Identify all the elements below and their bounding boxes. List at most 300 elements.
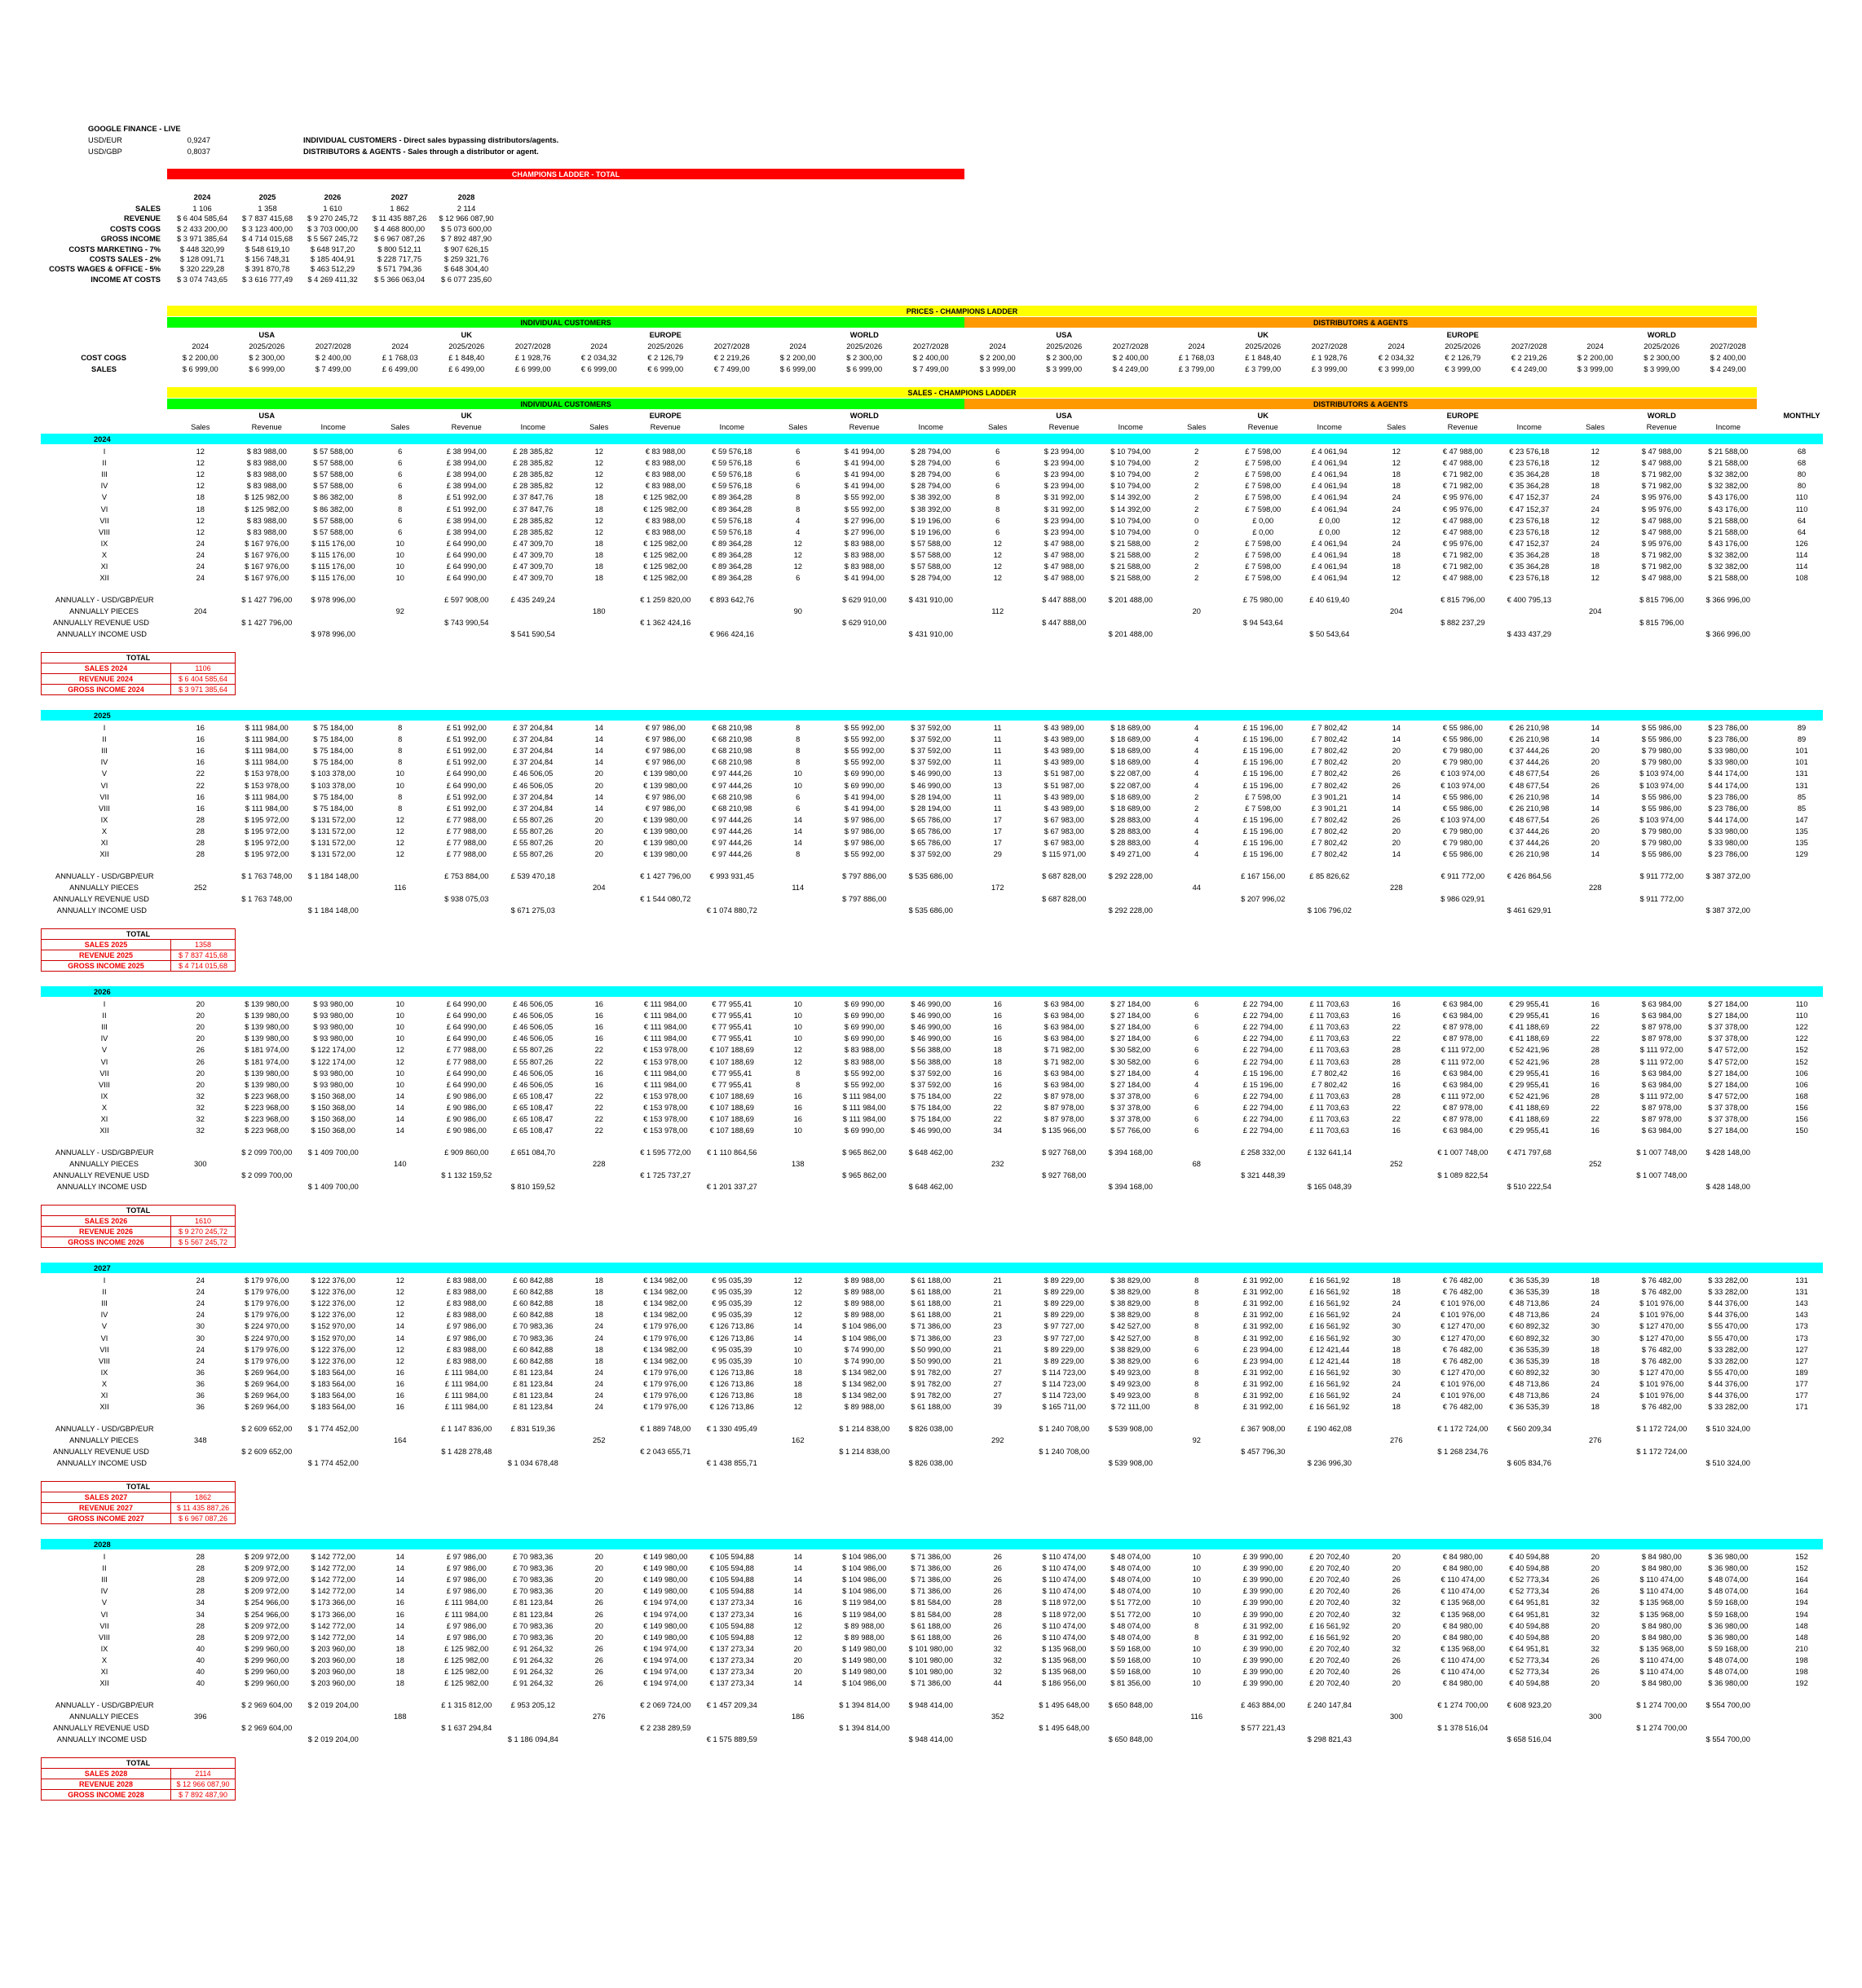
- annual-value: $ 1 774 452,00: [307, 1425, 359, 1433]
- data-cell: € 97 444,26: [712, 815, 752, 824]
- data-cell: 12: [395, 1299, 404, 1308]
- annual-rev-usd: $ 797 886,00: [842, 895, 887, 903]
- data-cell: £ 77 988,00: [446, 815, 487, 824]
- data-cell: £ 7 802,42: [1311, 815, 1348, 824]
- data-cell: $ 209 972,00: [245, 1576, 289, 1585]
- data-cell: £ 64 990,00: [446, 781, 487, 790]
- month-label: VII: [99, 1345, 109, 1354]
- data-cell: $ 101 976,00: [1639, 1299, 1684, 1308]
- data-cell: $ 84 980,00: [1641, 1633, 1682, 1642]
- data-cell: € 77 955,41: [712, 1034, 752, 1043]
- data-cell: £ 65 108,47: [513, 1126, 554, 1135]
- data-cell: 28: [196, 850, 205, 859]
- price-cogs: € 2 034,32: [1378, 354, 1414, 362]
- data-cell: 12: [1392, 447, 1401, 456]
- data-cell: 28: [196, 839, 205, 847]
- monthly-total: 85: [1797, 792, 1807, 801]
- data-cell: 28: [1392, 1091, 1401, 1100]
- data-cell: $ 110 474,00: [1042, 1621, 1087, 1630]
- price-sales: $ 7 499,00: [315, 365, 351, 373]
- data-cell: € 179 976,00: [643, 1368, 688, 1377]
- monthly-total: 210: [1795, 1644, 1808, 1653]
- annual-inc-usd: $ 394 168,00: [1108, 1183, 1153, 1191]
- price-region: UK: [1257, 331, 1269, 339]
- data-cell: $ 179 976,00: [245, 1288, 289, 1297]
- data-cell: € 79 980,00: [1442, 758, 1483, 767]
- month-label: VIII: [99, 527, 110, 536]
- data-cell: £ 15 196,00: [1242, 1069, 1283, 1078]
- data-cell: $ 63 984,00: [1044, 1000, 1084, 1008]
- price-period: 2024: [1388, 342, 1405, 350]
- data-cell: 32: [196, 1103, 205, 1112]
- data-cell: $ 89 988,00: [844, 1299, 885, 1308]
- data-cell: 28: [196, 1621, 205, 1630]
- data-cell: $ 47 988,00: [1641, 447, 1682, 456]
- data-cell: $ 125 982,00: [245, 505, 289, 514]
- total-box: [41, 1481, 236, 1524]
- data-cell: 12: [594, 482, 603, 491]
- annual-pieces: 300: [1389, 1713, 1403, 1721]
- data-cell: $ 84 980,00: [1641, 1679, 1682, 1688]
- annual-value: £ 539 470,18: [510, 872, 555, 880]
- annual-inc-usd: $ 461 629,91: [1507, 906, 1551, 915]
- data-cell: 28: [1392, 1057, 1401, 1066]
- data-cell: € 111 972,00: [1441, 1046, 1485, 1055]
- total-value: $ 9 270 245,72: [171, 1227, 236, 1237]
- data-cell: £ 22 794,00: [1242, 1023, 1283, 1032]
- total-value: $ 6 404 585,64: [171, 674, 236, 685]
- data-cell: $ 38 829,00: [1110, 1276, 1151, 1285]
- data-cell: $ 83 988,00: [844, 1057, 885, 1066]
- annual-value: £ 132 641,14: [1307, 1148, 1352, 1157]
- data-cell: $ 41 994,00: [844, 482, 885, 491]
- monthly-total: 129: [1795, 850, 1808, 859]
- sales-col-header: Revenue: [1447, 423, 1478, 431]
- month-label: X: [101, 550, 108, 559]
- data-cell: $ 111 972,00: [1639, 1057, 1683, 1066]
- data-cell: 20: [1392, 826, 1401, 835]
- data-cell: 16: [594, 1069, 603, 1078]
- monthly-total: 85: [1797, 804, 1807, 813]
- price-cogs: $ 2 300,00: [846, 354, 883, 362]
- annual-value: £ 1 147 836,00: [441, 1425, 492, 1433]
- data-cell: 20: [1392, 747, 1401, 756]
- data-cell: 29: [993, 850, 1002, 859]
- data-cell: $ 173 366,00: [311, 1598, 355, 1607]
- annual-value: $ 1 214 838,00: [839, 1425, 890, 1433]
- data-cell: € 110 474,00: [1441, 1668, 1485, 1676]
- price-period: 2024: [192, 342, 210, 350]
- annual-pieces: 138: [791, 1160, 805, 1168]
- data-cell: $ 75 184,00: [911, 1115, 951, 1123]
- price-period: 2027/2028: [1311, 342, 1348, 350]
- data-cell: £ 70 983,36: [513, 1576, 554, 1585]
- sales-region: EUROPE: [649, 412, 682, 420]
- data-cell: $ 21 588,00: [1110, 562, 1151, 571]
- month-label: I: [103, 447, 106, 456]
- annual-inc-usd: $ 1 409 700,00: [307, 1183, 359, 1191]
- monthly-total: 148: [1795, 1633, 1808, 1642]
- data-cell: 12: [993, 550, 1002, 559]
- data-cell: € 127 470,00: [1441, 1368, 1485, 1377]
- price-sales: € 3 999,00: [1445, 365, 1481, 373]
- data-cell: $ 203 960,00: [311, 1679, 355, 1688]
- data-cell: 24: [1591, 1379, 1599, 1388]
- year-label: 2024: [94, 435, 111, 443]
- data-cell: $ 36 980,00: [1708, 1564, 1749, 1573]
- data-cell: 20: [196, 1034, 205, 1043]
- data-cell: 16: [1392, 1012, 1401, 1020]
- data-cell: £ 46 506,05: [513, 1034, 554, 1043]
- data-cell: $ 27 184,00: [1110, 1034, 1151, 1043]
- sales-col-header: Sales: [988, 423, 1008, 431]
- data-cell: € 29 955,41: [1509, 1012, 1550, 1020]
- data-cell: 20: [196, 1080, 205, 1089]
- data-cell: $ 23 994,00: [1044, 447, 1084, 456]
- data-cell: $ 51 772,00: [1110, 1610, 1151, 1619]
- total-value: 1610: [171, 1216, 236, 1227]
- data-cell: 21: [993, 1356, 1002, 1365]
- annual-inc-usd: $ 1 184 148,00: [307, 906, 359, 915]
- data-cell: £ 12 421,44: [1309, 1345, 1350, 1354]
- data-cell: $ 135 968,00: [1639, 1644, 1684, 1653]
- data-cell: 34: [993, 1126, 1002, 1135]
- data-cell: $ 115 176,00: [311, 562, 355, 571]
- data-cell: € 127 470,00: [1441, 1322, 1485, 1331]
- data-cell: 20: [1591, 758, 1599, 767]
- summary-label: INCOME AT COSTS: [90, 275, 161, 284]
- annual-value: $ 431 910,00: [908, 596, 953, 604]
- data-cell: £ 23 994,00: [1242, 1345, 1283, 1354]
- month-label: XII: [99, 1403, 109, 1412]
- data-cell: € 97 986,00: [645, 735, 686, 744]
- data-cell: 18: [196, 493, 205, 502]
- data-cell: $ 122 376,00: [311, 1299, 355, 1308]
- data-cell: 2: [1194, 550, 1199, 559]
- month-label: VII: [99, 792, 109, 801]
- month-label: VII: [99, 516, 109, 525]
- annual-value: £ 651 084,70: [510, 1148, 555, 1157]
- data-cell: € 134 982,00: [643, 1288, 688, 1297]
- data-cell: € 89 364,28: [712, 493, 752, 502]
- total-value: 1358: [171, 940, 236, 950]
- data-cell: $ 134 982,00: [842, 1368, 887, 1377]
- data-cell: $ 93 980,00: [313, 1023, 354, 1032]
- data-cell: $ 122 376,00: [311, 1356, 355, 1365]
- data-cell: $ 48 074,00: [1110, 1564, 1151, 1573]
- monthly-total: 156: [1795, 1103, 1808, 1112]
- annual-pieces: 276: [1588, 1436, 1602, 1444]
- data-cell: $ 104 986,00: [842, 1333, 887, 1342]
- data-cell: $ 142 772,00: [311, 1587, 355, 1596]
- data-cell: € 47 988,00: [1442, 574, 1483, 583]
- data-cell: $ 49 271,00: [1110, 850, 1151, 859]
- monthly-total: 171: [1795, 1403, 1808, 1412]
- data-cell: £ 16 561,92: [1309, 1333, 1350, 1342]
- data-cell: 26: [1392, 815, 1401, 824]
- data-cell: $ 48 074,00: [1110, 1587, 1151, 1596]
- sales-region: USA: [1056, 412, 1073, 420]
- data-cell: £ 4 061,94: [1311, 482, 1348, 491]
- data-cell: $ 28 194,00: [911, 804, 951, 813]
- data-cell: $ 111 984,00: [842, 1103, 886, 1112]
- data-cell: $ 111 984,00: [245, 758, 289, 767]
- summary-value: $ 648 917,20: [310, 245, 355, 253]
- data-cell: $ 43 989,00: [1044, 758, 1084, 767]
- data-cell: £ 20 702,40: [1309, 1553, 1350, 1561]
- data-cell: £ 65 108,47: [513, 1103, 554, 1112]
- annual-pieces: 252: [1588, 1160, 1602, 1168]
- data-cell: $ 55 992,00: [844, 747, 885, 756]
- data-cell: $ 167 976,00: [245, 539, 289, 548]
- annual-rev-usd: € 1 544 080,72: [640, 895, 691, 903]
- data-cell: € 59 576,18: [712, 447, 752, 456]
- data-cell: $ 122 376,00: [311, 1345, 355, 1354]
- price-sales: € 6 999,00: [647, 365, 684, 373]
- data-cell: $ 71 982,00: [1044, 1046, 1084, 1055]
- data-cell: € 95 035,39: [712, 1345, 752, 1354]
- data-cell: 18: [793, 1379, 802, 1388]
- data-cell: £ 47 309,70: [513, 539, 554, 548]
- data-cell: £ 15 196,00: [1242, 769, 1283, 778]
- data-cell: $ 71 386,00: [911, 1587, 951, 1596]
- fx-value: 0,9247: [187, 136, 210, 144]
- data-cell: $ 186 956,00: [1042, 1679, 1087, 1688]
- data-cell: 18: [1392, 1403, 1401, 1412]
- data-cell: € 97 986,00: [645, 724, 686, 732]
- rev-usd-label: ANNUALLY REVENUE USD: [53, 619, 149, 627]
- price-cogs: £ 1 928,76: [1311, 354, 1348, 362]
- data-cell: $ 269 964,00: [245, 1368, 289, 1377]
- data-cell: £ 11 703,63: [1309, 1057, 1349, 1066]
- data-cell: £ 37 847,76: [513, 505, 554, 514]
- data-cell: € 139 980,00: [643, 839, 688, 847]
- data-cell: 12: [395, 1057, 404, 1066]
- price-sales: $ 6 999,00: [779, 365, 816, 373]
- data-cell: € 68 210,98: [712, 724, 752, 732]
- data-cell: $ 36 980,00: [1708, 1553, 1749, 1561]
- price-sales: € 3 999,00: [1378, 365, 1414, 373]
- data-cell: 24: [1591, 1311, 1599, 1320]
- data-cell: £ 7 802,42: [1311, 826, 1348, 835]
- data-cell: $ 48 074,00: [1708, 1587, 1749, 1596]
- data-cell: $ 69 990,00: [844, 769, 885, 778]
- annual-inc-usd: $ 671 275,03: [510, 906, 555, 915]
- data-cell: € 110 474,00: [1441, 1576, 1485, 1585]
- data-cell: $ 104 986,00: [842, 1553, 887, 1561]
- summary-value: 2 114: [457, 205, 476, 213]
- annual-inc-usd: $ 1 034 678,48: [507, 1459, 558, 1467]
- data-cell: 21: [993, 1299, 1002, 1308]
- price-sales: $ 4 249,00: [1710, 365, 1746, 373]
- data-cell: $ 63 984,00: [1044, 1080, 1084, 1089]
- data-cell: $ 21 588,00: [1708, 459, 1749, 468]
- data-cell: $ 37 378,00: [1110, 1115, 1151, 1123]
- data-cell: 6: [796, 459, 801, 468]
- annual-rev-usd: $ 2 609 652,00: [241, 1448, 293, 1456]
- data-cell: £ 28 385,82: [513, 482, 554, 491]
- data-cell: $ 142 772,00: [311, 1553, 355, 1561]
- data-cell: $ 203 960,00: [311, 1644, 355, 1653]
- data-cell: $ 18 689,00: [1110, 747, 1151, 756]
- monthly-total: 131: [1795, 1276, 1808, 1285]
- data-cell: € 84 980,00: [1442, 1553, 1483, 1561]
- data-cell: 12: [793, 1633, 802, 1642]
- data-cell: $ 97 727,00: [1044, 1322, 1084, 1331]
- total-value: $ 3 971 385,64: [171, 685, 236, 695]
- inc-usd-label: ANNUALLY INCOME USD: [56, 906, 147, 915]
- data-cell: $ 27 996,00: [844, 527, 885, 536]
- data-cell: 18: [196, 505, 205, 514]
- data-cell: $ 44 174,00: [1708, 769, 1749, 778]
- data-cell: € 55 986,00: [1442, 735, 1483, 744]
- data-cell: £ 3 901,21: [1311, 804, 1348, 813]
- data-cell: 10: [793, 1345, 802, 1354]
- year-band: [41, 710, 1823, 721]
- data-cell: $ 86 382,00: [313, 505, 354, 514]
- data-cell: $ 150 368,00: [311, 1103, 355, 1112]
- data-cell: $ 55 986,00: [1641, 804, 1682, 813]
- data-cell: 24: [1392, 1379, 1401, 1388]
- total-value: 1106: [171, 663, 236, 674]
- data-cell: $ 28 794,00: [911, 574, 951, 583]
- data-cell: $ 19 196,00: [911, 516, 951, 525]
- data-cell: $ 55 470,00: [1708, 1368, 1749, 1377]
- data-cell: $ 93 980,00: [313, 1000, 354, 1008]
- data-cell: $ 299 960,00: [245, 1679, 289, 1688]
- data-cell: 26: [993, 1621, 1002, 1630]
- annual-value: $ 535 686,00: [908, 872, 953, 880]
- data-cell: £ 31 992,00: [1242, 1633, 1283, 1642]
- data-cell: $ 55 992,00: [844, 505, 885, 514]
- month-label: XII: [99, 574, 109, 583]
- price-region: WORLD: [1647, 331, 1676, 339]
- month-label: VI: [100, 781, 108, 790]
- data-cell: 12: [1591, 447, 1599, 456]
- price-period: 2024: [1586, 342, 1604, 350]
- total-label: GROSS INCOME 2025: [42, 961, 171, 972]
- prices-banner: PRICES - CHAMPIONS LADDER: [167, 306, 1757, 316]
- summary-label: COSTS WAGES & OFFICE - 5%: [49, 265, 161, 274]
- annual-value: £ 75 980,00: [1242, 596, 1283, 604]
- annual-value: $ 1 172 724,00: [1636, 1425, 1688, 1433]
- annual-inc-usd: $ 2 019 204,00: [307, 1735, 359, 1743]
- data-cell: $ 22 087,00: [1110, 781, 1151, 790]
- data-cell: € 149 980,00: [643, 1587, 688, 1596]
- data-cell: 12: [196, 482, 205, 491]
- data-cell: 26: [993, 1553, 1002, 1561]
- data-cell: € 135 968,00: [1441, 1644, 1485, 1653]
- monthly-total: 80: [1797, 470, 1807, 479]
- data-cell: € 63 984,00: [1442, 1000, 1483, 1008]
- data-cell: € 76 482,00: [1442, 1288, 1483, 1297]
- data-cell: $ 179 976,00: [245, 1299, 289, 1308]
- data-cell: £ 39 990,00: [1242, 1553, 1283, 1561]
- annual-rev-usd: $ 2 099 700,00: [241, 1171, 293, 1179]
- data-cell: £ 38 994,00: [446, 459, 487, 468]
- data-cell: 8: [796, 1080, 801, 1089]
- data-cell: $ 63 984,00: [1641, 1080, 1682, 1089]
- data-cell: € 101 976,00: [1441, 1391, 1485, 1400]
- data-cell: € 52 773,34: [1509, 1655, 1550, 1664]
- data-cell: $ 142 772,00: [311, 1564, 355, 1573]
- data-cell: 18: [1591, 1276, 1599, 1285]
- data-cell: £ 16 561,92: [1309, 1299, 1350, 1308]
- data-cell: 16: [1392, 1126, 1401, 1135]
- month-label: V: [101, 1046, 108, 1055]
- data-cell: $ 150 368,00: [311, 1126, 355, 1135]
- data-cell: 14: [793, 1564, 802, 1573]
- data-cell: 12: [395, 1046, 404, 1055]
- data-cell: $ 103 974,00: [1639, 781, 1684, 790]
- summary-value: $ 2 433 200,00: [176, 224, 228, 233]
- data-cell: £ 39 990,00: [1242, 1587, 1283, 1596]
- data-cell: 20: [793, 1644, 802, 1653]
- data-cell: £ 28 385,82: [513, 447, 554, 456]
- year-band: [41, 1263, 1823, 1273]
- data-cell: 8: [398, 505, 403, 514]
- data-cell: $ 18 689,00: [1110, 724, 1151, 732]
- data-cell: € 76 482,00: [1442, 1345, 1483, 1354]
- data-cell: £ 60 842,88: [513, 1356, 554, 1365]
- data-cell: $ 83 988,00: [246, 447, 287, 456]
- data-cell: 11: [993, 792, 1002, 801]
- data-cell: 26: [1392, 1587, 1401, 1596]
- data-cell: $ 299 960,00: [245, 1668, 289, 1676]
- data-cell: 8: [398, 493, 403, 502]
- data-cell: £ 46 506,05: [513, 769, 554, 778]
- data-cell: $ 72 111,00: [1110, 1403, 1150, 1412]
- data-cell: $ 57 588,00: [313, 447, 354, 456]
- price-period: 2027/2028: [514, 342, 551, 350]
- pieces-label: ANNUALLY PIECES: [69, 1436, 139, 1444]
- data-cell: £ 15 196,00: [1242, 758, 1283, 767]
- year-label: 2027: [94, 1264, 111, 1272]
- rev-usd-label: ANNUALLY REVENUE USD: [53, 1171, 149, 1179]
- data-cell: £ 7 802,42: [1311, 781, 1348, 790]
- data-cell: £ 39 990,00: [1242, 1668, 1283, 1676]
- data-cell: $ 38 829,00: [1110, 1288, 1151, 1297]
- data-cell: £ 39 990,00: [1242, 1644, 1283, 1653]
- data-cell: 24: [1392, 1299, 1401, 1308]
- data-cell: 26: [1392, 1668, 1401, 1676]
- sales-col-header: Revenue: [1247, 423, 1278, 431]
- data-cell: $ 71 386,00: [911, 1322, 951, 1331]
- data-cell: $ 27 184,00: [1708, 1126, 1749, 1135]
- monthly-total: 108: [1795, 574, 1808, 583]
- data-cell: 26: [1392, 781, 1401, 790]
- summary-label: COSTS SALES - 2%: [89, 255, 161, 263]
- data-cell: 8: [1194, 1621, 1199, 1630]
- data-cell: 26: [594, 1598, 603, 1607]
- total-label: REVENUE 2028: [42, 1779, 171, 1790]
- data-cell: 18: [395, 1679, 404, 1688]
- data-cell: £ 7 802,42: [1311, 758, 1348, 767]
- summary-value: $ 9 270 245,72: [307, 214, 359, 223]
- monthly-total: 189: [1795, 1368, 1808, 1377]
- data-cell: 6: [995, 470, 1000, 479]
- data-cell: 2: [1194, 574, 1199, 583]
- price-cogs: $ 2 300,00: [1644, 354, 1680, 362]
- data-cell: £ 7 598,00: [1245, 493, 1282, 502]
- data-cell: 10: [395, 1069, 404, 1078]
- data-cell: $ 71 982,00: [1641, 562, 1682, 571]
- data-cell: 30: [1591, 1368, 1599, 1377]
- data-cell: 32: [993, 1655, 1002, 1664]
- data-cell: $ 57 588,00: [313, 470, 354, 479]
- data-cell: 8: [1194, 1288, 1199, 1297]
- data-cell: £ 4 061,94: [1311, 574, 1348, 583]
